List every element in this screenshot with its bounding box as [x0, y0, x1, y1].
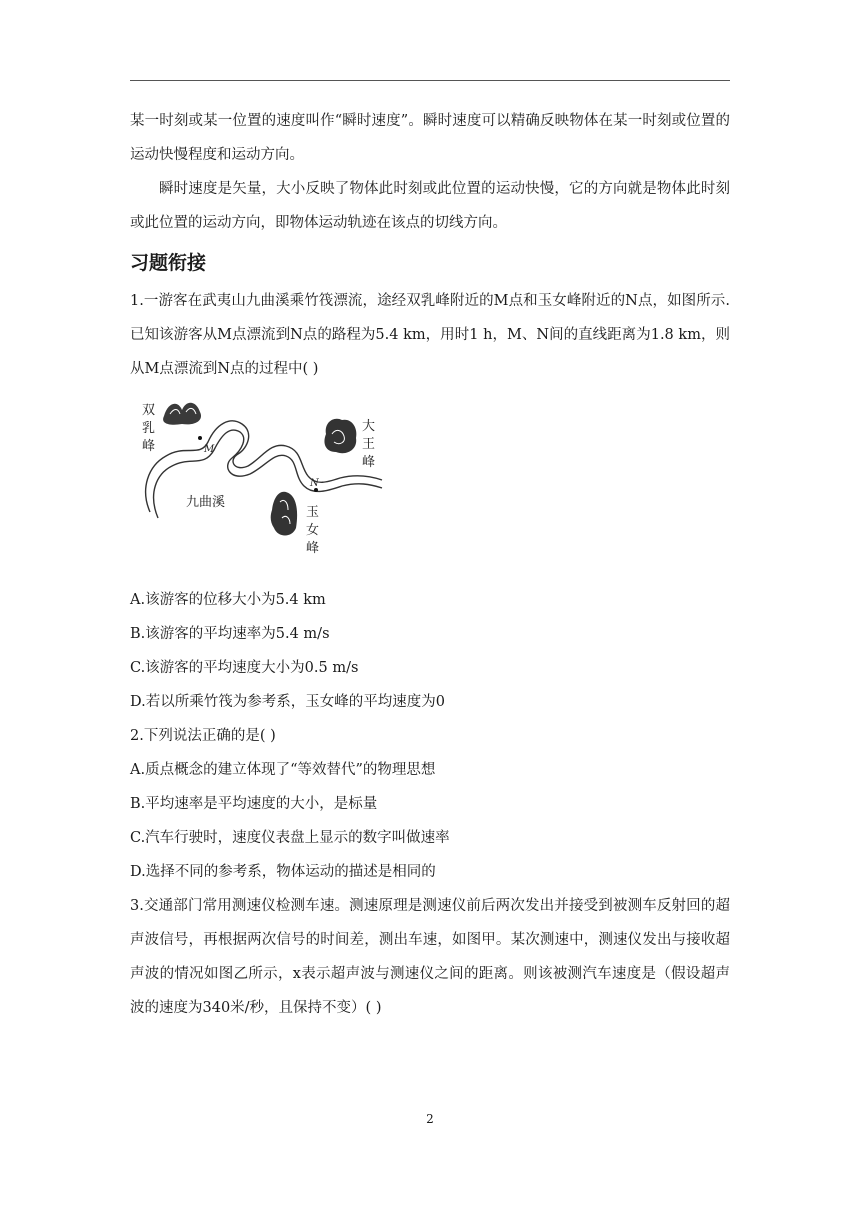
question-2-option-a: A.质点概念的建立体现了“等效替代”的物理思想	[130, 762, 436, 778]
label-shuangrufeng-2: 乳	[142, 421, 156, 436]
label-yunufeng-2: 女	[306, 523, 320, 538]
page-number: 2	[426, 1112, 434, 1126]
shuangrufeng-mountain-icon	[163, 403, 201, 425]
intro-paragraph-1: 某一时刻或某一位置的速度叫作“瞬时速度”。瞬时速度可以精确反映物体在某一时刻或位置的运动快慢程度和运动方向。	[130, 113, 730, 163]
question-1-option-a: A.该游客的位移大小为5.4 km	[130, 592, 326, 608]
point-m-marker	[198, 436, 202, 440]
label-dawangfeng-1: 大	[362, 419, 376, 434]
question-3-stem: 3.交通部门常用测速仪检测车速。测速原理是测速仪前后两次发出并接受到被测车反射回的超声波信号，再根据两次信号的时间差，测出车速，如图甲。某次测速中，测速仪发出与接收超声波的情况如图乙所示，x表示超声波与测速仪之间的距离。则该被测汽车速度是（假设超声波的速度为340米/秒，且保持不变）( )	[130, 898, 730, 1016]
jiuquxi-map-figure	[130, 394, 390, 562]
question-2-option-c: C.汽车行驶时，速度仪表盘上显示的数字叫做速率	[130, 830, 450, 846]
page-content	[130, 104, 730, 1025]
question-1-option-b: B.该游客的平均速率为5.4 m/s	[130, 626, 330, 642]
label-dawangfeng-3: 峰	[362, 455, 376, 470]
yunufeng-mountain-icon	[271, 492, 297, 536]
question-2-stem: 2.下列说法正确的是( )	[130, 728, 276, 744]
question-1-stem: 1.一游客在武夷山九曲溪乘竹筏漂流，途经双乳峰附近的M点和玉女峰附近的N点，如图所示.已知该游客从M点漂流到N点的路程为5.4 km，用时1 h，M、N间的直线距离为1.8 km，则从M点漂流到N点的过程中( )	[130, 293, 730, 377]
label-shuangrufeng-3: 峰	[142, 439, 156, 454]
label-yunufeng-1: 玉	[306, 505, 320, 520]
point-m-label: M	[204, 444, 215, 455]
label-jiuquxi: 九曲溪	[186, 495, 226, 510]
label-dawangfeng-2: 王	[362, 437, 376, 452]
question-1-option-c: C.该游客的平均速度大小为0.5 m/s	[130, 660, 359, 676]
question-2-option-d: D.选择不同的参考系，物体运动的描述是相同的	[130, 864, 436, 880]
header-rule	[130, 80, 730, 81]
dawangfeng-mountain-icon	[324, 419, 356, 453]
label-shuangrufeng-1: 双	[142, 403, 156, 418]
section-heading: 习题衔接	[130, 252, 207, 274]
question-2-option-b: B.平均速率是平均速度的大小，是标量	[130, 796, 378, 812]
point-n-label: N	[310, 478, 319, 489]
intro-paragraph-2: 瞬时速度是矢量，大小反映了物体此时刻或此位置的运动快慢，它的方向就是物体此时刻或此位置的运动方向，即物体运动轨迹在该点的切线方向。	[130, 181, 730, 231]
label-yunufeng-3: 峰	[306, 541, 320, 556]
question-1-option-d: D.若以所乘竹筏为参考系，玉女峰的平均速度为0	[130, 694, 445, 710]
